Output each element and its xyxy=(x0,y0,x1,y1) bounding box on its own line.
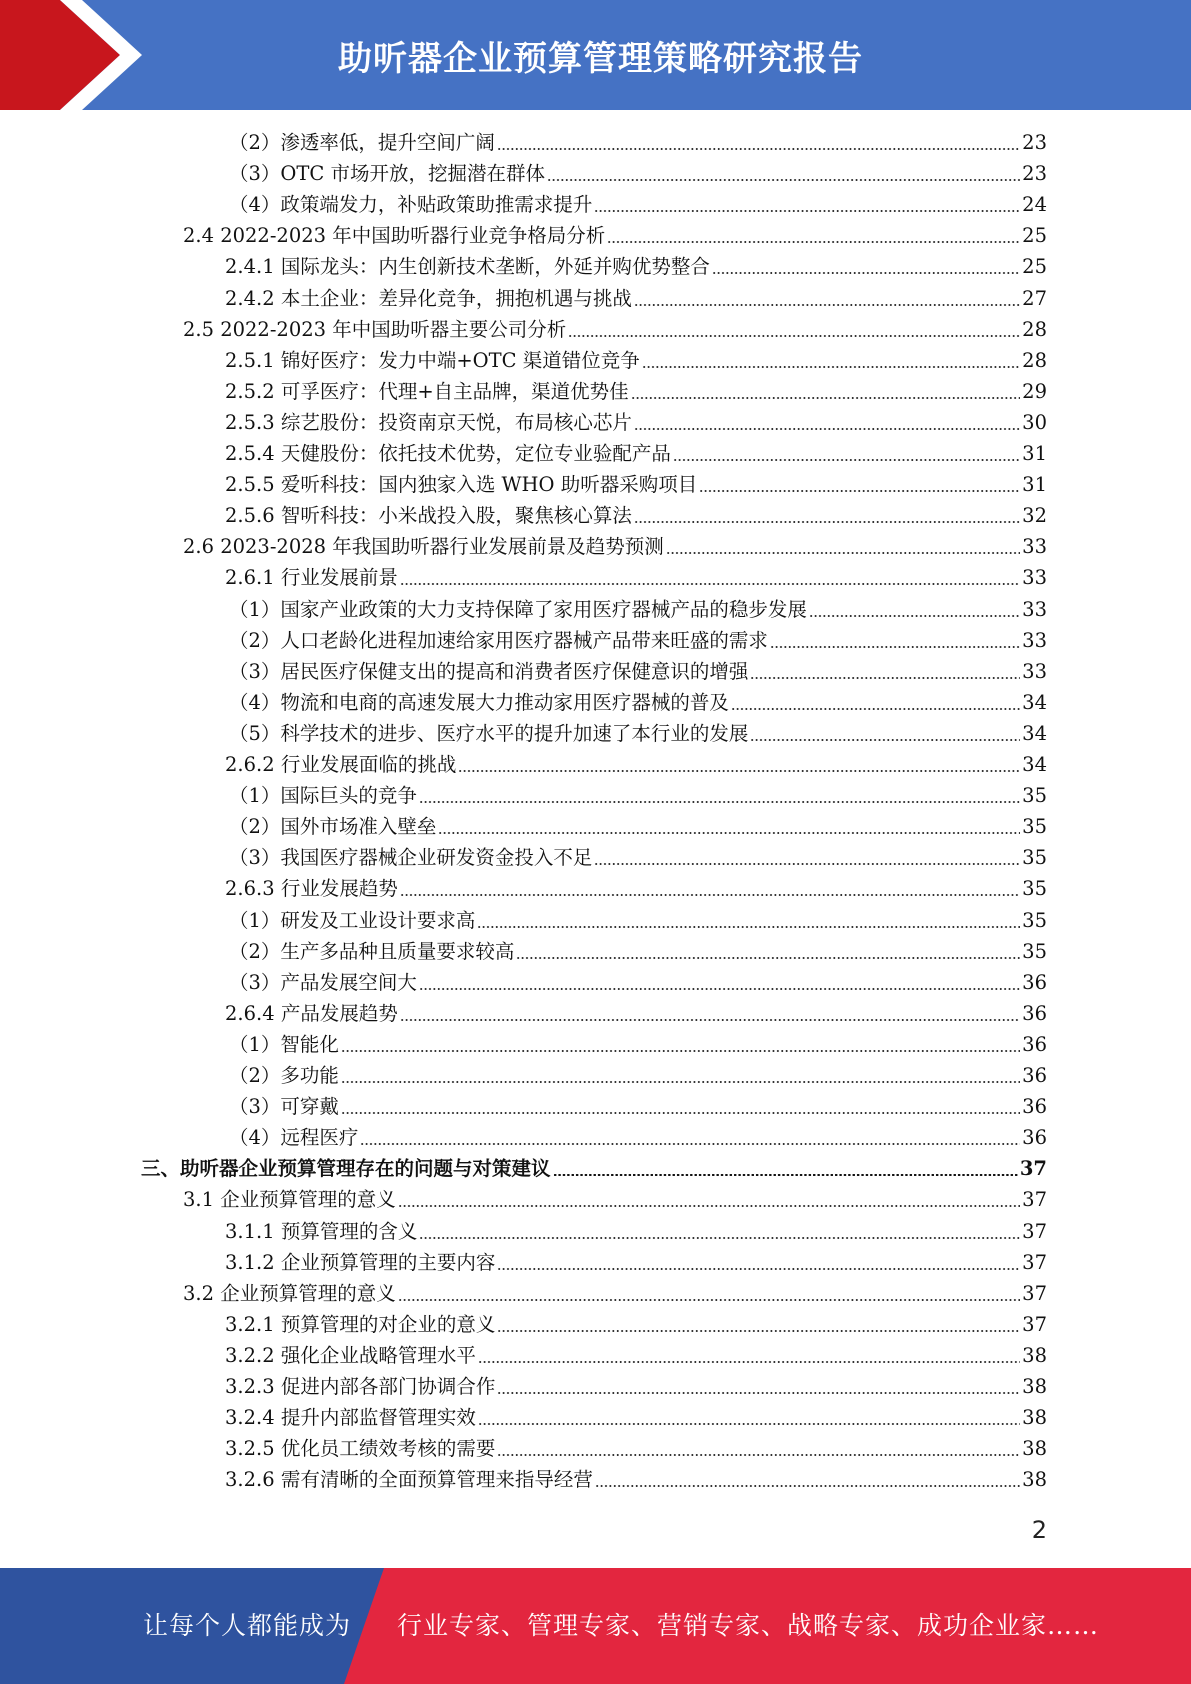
toc-entry[interactable] xyxy=(183,314,1047,345)
toc-entry-title: （2）渗透率低，提升空间广阔 xyxy=(229,131,495,154)
toc-entry[interactable] xyxy=(229,811,1047,842)
toc-dot-leader xyxy=(666,552,1020,554)
toc-entry-page: 23 xyxy=(1022,131,1047,154)
toc-entry[interactable] xyxy=(229,842,1047,873)
toc-dot-leader xyxy=(458,770,1020,772)
toc-entry-page: 23 xyxy=(1022,162,1047,186)
toc-entry-title: （3）OTC 市场开放，挖掘潜在群体 xyxy=(229,162,546,186)
toc-entry-title: （1）智能化 xyxy=(229,1032,339,1056)
toc-entry-page: 33 xyxy=(1022,535,1047,559)
toc-entry-page: 31 xyxy=(1022,442,1047,465)
toc-entry-page: 32 xyxy=(1022,504,1047,528)
toc-entry-page: 24 xyxy=(1022,193,1047,217)
toc-dot-leader xyxy=(341,1050,1020,1052)
toc-entry[interactable] xyxy=(225,1371,1047,1402)
toc-entry[interactable] xyxy=(225,438,1047,469)
toc-entry[interactable] xyxy=(225,1309,1047,1340)
toc-entry[interactable] xyxy=(225,1402,1047,1433)
toc-dot-leader xyxy=(478,1361,1020,1363)
toc-entry-page: 28 xyxy=(1022,348,1047,372)
toc-entry[interactable] xyxy=(183,1278,1047,1309)
toc-dot-leader xyxy=(642,366,1020,368)
toc-entry-page: 34 xyxy=(1022,753,1047,776)
toc-entry-title: 2.5.1 锦好医疗：发力中端+OTC 渠道错位竞争 xyxy=(225,348,640,372)
toc-entry-title: （2）多功能 xyxy=(229,1064,339,1087)
toc-dot-leader xyxy=(419,801,1020,803)
toc-dot-leader xyxy=(634,428,1020,430)
toc-entry-page: 34 xyxy=(1022,690,1047,714)
toc-entry[interactable] xyxy=(229,158,1047,189)
toc-dot-leader xyxy=(547,179,1020,181)
toc-dot-leader xyxy=(634,304,1020,306)
toc-entry-page: 35 xyxy=(1022,908,1047,932)
toc-dot-leader xyxy=(360,1143,1020,1145)
toc-dot-leader xyxy=(497,1392,1020,1394)
toc-entry[interactable] xyxy=(225,500,1047,531)
toc-dot-leader xyxy=(607,241,1020,243)
toc-entry-title: （1）研发及工业设计要求高 xyxy=(229,908,476,932)
toc-entry-page: 36 xyxy=(1022,1064,1047,1087)
toc-entry[interactable] xyxy=(229,687,1047,718)
toc-dot-leader xyxy=(477,926,1020,928)
toc-entry-page: 38 xyxy=(1022,1406,1047,1430)
toc-entry-title: （2）人口老龄化进程加速给家用医疗器械产品带来旺盛的需求 xyxy=(229,628,768,652)
toc-dot-leader xyxy=(398,1205,1020,1207)
toc-entry-title: （5）科学技术的进步、医疗水平的提升加速了本行业的发展 xyxy=(229,721,749,745)
toc-entry[interactable] xyxy=(229,1029,1047,1060)
toc-entry-title: 3.2.4 提升内部监督管理实效 xyxy=(225,1406,476,1430)
toc-entry[interactable] xyxy=(183,220,1047,251)
toc-entry-title: （3）产品发展空间大 xyxy=(229,970,417,994)
toc-dot-leader xyxy=(419,1237,1020,1239)
toc-entry-title: （4）远程医疗 xyxy=(229,1126,359,1150)
toc-entry-page: 37 xyxy=(1019,1157,1047,1181)
toc-entry[interactable] xyxy=(225,283,1047,314)
toc-entry-title: 3.1.2 企业预算管理的主要内容 xyxy=(225,1250,496,1274)
toc-entry-title: 3.1 企业预算管理的意义 xyxy=(183,1188,396,1212)
toc-entry-page: 29 xyxy=(1022,379,1047,403)
toc-dot-leader xyxy=(712,272,1020,274)
toc-dot-leader xyxy=(438,832,1020,834)
toc-dot-leader xyxy=(400,583,1020,585)
toc-entry[interactable] xyxy=(225,1247,1047,1278)
toc-entry-page: 25 xyxy=(1022,224,1047,248)
toc-entry-page: 33 xyxy=(1022,597,1047,621)
toc-entry[interactable] xyxy=(229,967,1047,998)
toc-dot-leader xyxy=(595,1485,1020,1487)
toc-entry[interactable] xyxy=(225,251,1047,282)
toc-entry-title: （2）生产多品种且质量要求较高 xyxy=(229,939,515,963)
toc-entry[interactable] xyxy=(225,749,1047,780)
toc-entry-page: 31 xyxy=(1022,473,1047,497)
toc-entry-title: （4）政策端发力，补贴政策助推需求提升 xyxy=(229,193,593,217)
toc-entry-page: 37 xyxy=(1022,1281,1047,1305)
toc-entry-title: 3.2 企业预算管理的意义 xyxy=(183,1281,396,1305)
toc-entry-page: 38 xyxy=(1022,1343,1047,1367)
toc-entry-title: 2.6.2 行业发展面临的挑战 xyxy=(225,753,457,776)
toc-entry-title: 2.5 2022-2023 年中国助听器主要公司分析 xyxy=(183,317,567,341)
toc-entry[interactable] xyxy=(225,1464,1047,1495)
toc-entry-page: 38 xyxy=(1022,1437,1047,1461)
toc-entry-page: 36 xyxy=(1022,1032,1047,1056)
toc-entry-title: 2.6.1 行业发展前景 xyxy=(225,566,398,590)
page-number: 2 xyxy=(1031,1516,1047,1544)
toc-entry-page: 35 xyxy=(1022,877,1047,901)
toc-dot-leader xyxy=(497,1454,1020,1456)
toc-entry-title: 3.2.3 促进内部各部门协调合作 xyxy=(225,1375,496,1398)
toc-dot-leader xyxy=(497,1268,1020,1270)
toc-entry[interactable] xyxy=(229,189,1047,220)
toc-entry-page: 37 xyxy=(1022,1188,1047,1212)
toc-entry-page: 34 xyxy=(1022,721,1047,745)
toc-dot-leader xyxy=(400,1019,1020,1021)
toc-entry-title: 3.2.5 优化员工绩效考核的需要 xyxy=(225,1437,496,1461)
toc-dot-leader xyxy=(553,1174,1018,1176)
chevron-arrow-icon xyxy=(0,0,160,110)
toc-entry[interactable] xyxy=(229,625,1047,656)
toc-entry-title: 3.2.6 需有清晰的全面预算管理来指导经营 xyxy=(225,1468,593,1492)
toc-entry-title: 2.4.2 本土企业：差异化竞争，拥抱机遇与挑战 xyxy=(225,286,632,310)
toc-dot-leader xyxy=(400,894,1020,896)
toc-dot-leader xyxy=(731,708,1020,710)
toc-entry-title: 2.5.2 可孚医疗：代理+自主品牌，渠道优势佳 xyxy=(225,379,629,403)
toc-entry-page: 38 xyxy=(1022,1468,1047,1492)
toc-dot-leader xyxy=(594,210,1020,212)
toc-dot-leader xyxy=(341,1081,1020,1083)
toc-entry[interactable] xyxy=(229,936,1047,967)
toc-entry-title: （4）物流和电商的高速发展大力推动家用医疗器械的普及 xyxy=(229,690,729,714)
toc-entry-page: 30 xyxy=(1022,410,1047,434)
toc-entry-page: 33 xyxy=(1022,566,1047,590)
toc-entry[interactable] xyxy=(229,1060,1047,1091)
toc-entry-page: 35 xyxy=(1022,784,1047,808)
toc-dot-leader xyxy=(770,646,1020,648)
toc-dot-leader xyxy=(497,148,1020,150)
toc-entry-title: 3.1.1 预算管理的含义 xyxy=(225,1219,418,1243)
footer-roles: 行业专家、管理专家、营销专家、战略专家、成功企业家…… xyxy=(397,1611,1100,1640)
toc-dot-leader xyxy=(516,957,1020,959)
toc-dot-leader xyxy=(699,490,1020,492)
toc-entry-title: 2.6 2023-2028 年我国助听器行业发展前景及趋势预测 xyxy=(183,535,664,559)
toc-entry[interactable] xyxy=(229,780,1047,811)
toc-dot-leader xyxy=(478,1423,1020,1425)
toc-dot-leader xyxy=(419,988,1020,990)
toc-dot-leader xyxy=(568,335,1020,337)
toc-entry[interactable] xyxy=(225,1340,1047,1371)
toc-entry[interactable] xyxy=(229,656,1047,687)
toc-entry-title: 2.5.6 智听科技：小米战投入股，聚焦核心算法 xyxy=(225,504,632,528)
toc-entry[interactable] xyxy=(229,905,1047,936)
toc-entry[interactable] xyxy=(225,345,1047,376)
toc-entry-title: 2.5.5 爱听科技：国内独家入选 WHO 助听器采购项目 xyxy=(225,473,698,497)
toc-entry[interactable] xyxy=(183,1184,1047,1215)
toc-dot-leader xyxy=(497,1330,1020,1332)
report-title: 助听器企业预算管理策略研究报告 xyxy=(338,38,863,79)
toc-dot-leader xyxy=(341,1112,1020,1114)
toc-dot-leader xyxy=(809,615,1020,617)
toc-entry-page: 27 xyxy=(1022,286,1047,310)
footer-slogan: 让每个人都能成为 xyxy=(143,1611,352,1640)
toc-entry[interactable] xyxy=(225,1216,1047,1247)
toc-entry[interactable] xyxy=(229,1091,1047,1122)
toc-entry-page: 36 xyxy=(1022,970,1047,994)
toc-entry-title: （3）居民医疗保健支出的提高和消费者医疗保健意识的增强 xyxy=(229,659,749,683)
toc-entry[interactable] xyxy=(225,1433,1047,1464)
toc-entry-page: 35 xyxy=(1022,939,1047,963)
toc-entry-title: （2）国外市场准入壁垒 xyxy=(229,815,437,839)
toc-entry-title: （3）我国医疗器械企业研发资金投入不足 xyxy=(229,846,593,870)
toc-entry-page: 36 xyxy=(1022,1126,1047,1150)
toc-entry[interactable] xyxy=(229,127,1047,158)
toc-entry-page: 37 xyxy=(1022,1219,1047,1243)
toc-dot-leader xyxy=(634,521,1020,523)
toc-entry-page: 38 xyxy=(1022,1375,1047,1398)
toc-entry-page: 28 xyxy=(1022,317,1047,341)
toc-dot-leader xyxy=(750,677,1020,679)
toc-entry-title: 2.6.4 产品发展趋势 xyxy=(225,1001,398,1025)
toc-entry-title: 2.6.3 行业发展趋势 xyxy=(225,877,398,901)
toc-dot-leader xyxy=(631,397,1021,399)
toc-entry[interactable] xyxy=(225,562,1047,593)
toc-entry-title: 三、助听器企业预算管理存在的问题与对策建议 xyxy=(141,1157,551,1181)
toc-dot-leader xyxy=(750,739,1020,741)
toc-entry-title: 3.2.2 强化企业战略管理水平 xyxy=(225,1343,476,1367)
toc-dot-leader xyxy=(398,1299,1020,1301)
toc-entry[interactable] xyxy=(225,376,1047,407)
toc-entry-page: 35 xyxy=(1022,846,1047,870)
toc-entry[interactable] xyxy=(229,594,1047,625)
toc-entry-page: 37 xyxy=(1022,1250,1047,1274)
toc-entry-title: 2.5.3 综艺股份：投资南京天悦，布局核心芯片 xyxy=(225,410,632,434)
toc-entry-title: 2.5.4 天健股份：依托技术优势，定位专业验配产品 xyxy=(225,442,671,465)
toc-entry[interactable] xyxy=(229,718,1047,749)
toc-entry-title: （1）国家产业政策的大力支持保障了家用医疗器械产品的稳步发展 xyxy=(229,597,807,621)
toc-dot-leader xyxy=(594,863,1020,865)
toc-entry-page: 25 xyxy=(1022,255,1047,279)
toc-entry-title: （1）国际巨头的竞争 xyxy=(229,784,417,808)
page-footer xyxy=(0,1568,1191,1684)
toc-entry-page: 36 xyxy=(1022,1001,1047,1025)
toc-entry[interactable] xyxy=(229,1122,1047,1153)
toc-entry[interactable] xyxy=(225,469,1047,500)
toc-entry-title: 2.4.1 国际龙头：内生创新技术垄断，外延并购优势整合 xyxy=(225,255,710,279)
toc-entry[interactable] xyxy=(225,407,1047,438)
toc-dot-leader xyxy=(673,459,1020,461)
toc-entry[interactable] xyxy=(141,1153,1047,1184)
toc-entry-page: 33 xyxy=(1022,628,1047,652)
toc-entry-page: 35 xyxy=(1022,815,1047,839)
toc-entry-page: 37 xyxy=(1022,1312,1047,1336)
toc-entry-title: 3.2.1 预算管理的对企业的意义 xyxy=(225,1312,496,1336)
page-header xyxy=(0,0,1191,110)
toc-entry-title: 2.4 2022-2023 年中国助听器行业竞争格局分析 xyxy=(183,224,606,248)
toc-entry[interactable] xyxy=(225,998,1047,1029)
toc-entry-page: 36 xyxy=(1022,1095,1047,1119)
toc-entry-title: （3）可穿戴 xyxy=(229,1095,339,1119)
toc-entry-page: 33 xyxy=(1022,659,1047,683)
toc-entry[interactable] xyxy=(225,873,1047,904)
toc-entry[interactable] xyxy=(183,531,1047,562)
